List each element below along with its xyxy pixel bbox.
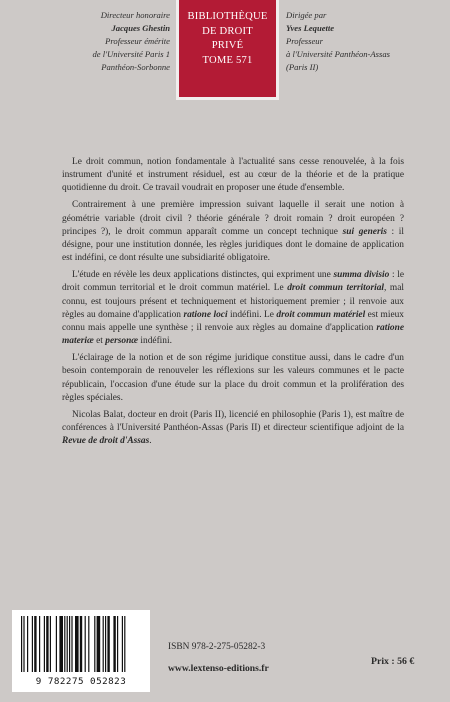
blurb-paragraph-2: Contrairement à une première impression suivant laquelle il serait une notion à géométrie variable (droit civil ? théorie générale ? droit romain ? droit européen ? principes ?), le droit commun apparaît comme un concept technique sui generis : il désigne, pour une institution donnée, les règles juridiques dont le domaine de application est indéfini, ce dont résulte une subsidiarité obligatoire.	[62, 200, 404, 264]
emphasis-droit-commun-materiel: droit commun matériel	[276, 309, 366, 320]
blurb-paragraph-3: L'étude en révèle les deux applications distinctes, qui expriment une summa divisio : le droit commun territorial et le droit commun matériel. Le droit commun territorial, mal connu, est toujours présent et techniquement et historiquement premier ; il renvoie aux règles au domaine d'application ratione loci indéfini. Le droit commun matériel est mieux connu mais appelle une synthèse ; il renvoie aux règles au domaine d'application ratione materiæ et personæ indéfini.	[62, 270, 404, 347]
barcode	[12, 610, 150, 692]
series-editor-role: Dirigée par	[286, 10, 327, 20]
honorary-director-block	[48, 9, 170, 74]
series-editor-title-3: (Paris II)	[286, 62, 319, 72]
emphasis-droit-commun-territorial: droit commun territorial	[287, 283, 384, 294]
series-title-box	[176, 0, 279, 100]
barcode-bars-icon	[19, 616, 143, 674]
emphasis-summa-divisio: summa divisio	[333, 270, 390, 281]
emphasis-ratione-loci: ratione loci	[183, 309, 228, 320]
series-editor-name: Yves Lequette	[286, 23, 335, 33]
honorary-director-title-2: de l'Université Paris 1	[92, 49, 170, 59]
series-editor-title-1: Professeur	[286, 36, 323, 46]
blurb	[62, 156, 404, 448]
honorary-director-title-1: Professeur émérite	[105, 36, 170, 46]
series-editor-title-2: à l'Université Panthéon-Assas	[286, 49, 390, 59]
series-line-3: PRIVÉ	[211, 40, 244, 51]
series-volume: TOME 571	[202, 54, 253, 66]
author-bio: Nicolas Balat, docteur en droit (Paris II), licencié en philosophie (Paris 1), est maître de conférences à l'Université Panthéon-Assas (Paris II) et directeur scientifique adjoint de la Revue de droit d'Assas.	[62, 409, 404, 447]
honorary-director-name: Jacques Ghestin	[111, 23, 170, 33]
emphasis-ratione-materiae: ratione materiæ	[62, 322, 404, 347]
series-editor-block	[286, 9, 436, 74]
emphasis-sui-generis: sui generis	[342, 226, 387, 237]
series-line-1: BIBLIOTHÈQUE	[187, 11, 268, 22]
isbn: ISBN 978-2-275-05282-3	[168, 642, 266, 652]
emphasis-revue-de-droit-dassas: Revue de droit d'Assas	[62, 436, 150, 447]
emphasis-personae: personæ	[105, 336, 139, 347]
blurb-paragraph-1: Le droit commun, notion fondamentale à l'actualité sans cesse renouvelée, à la fois instrument d'unité et instrument résiduel, est au cœur de la théorie et de la pratique quotidienne du droit. Ce travail voudrait en proposer une étude d'ensemble.	[62, 157, 404, 194]
honorary-director-title-3: Panthéon-Sorbonne	[101, 62, 170, 72]
barcode-number: 9 782275 052823	[35, 676, 127, 687]
blurb-paragraph-4: L'éclairage de la notion et de son régime juridique constitue aussi, dans le cadre d'un besoin contemporain de renouveler les réflexions sur les valeurs communes et le pacte républicain, l'occasion d'une étude sur la place du droit commun et la prolifération des règles spéciales.	[62, 353, 404, 403]
publisher-website: www.lextenso-editions.fr	[168, 663, 269, 674]
honorary-director-role: Directeur honoraire	[100, 10, 170, 20]
price: Prix : 56 €	[371, 656, 415, 667]
series-line-2: DE DROIT	[202, 25, 253, 37]
